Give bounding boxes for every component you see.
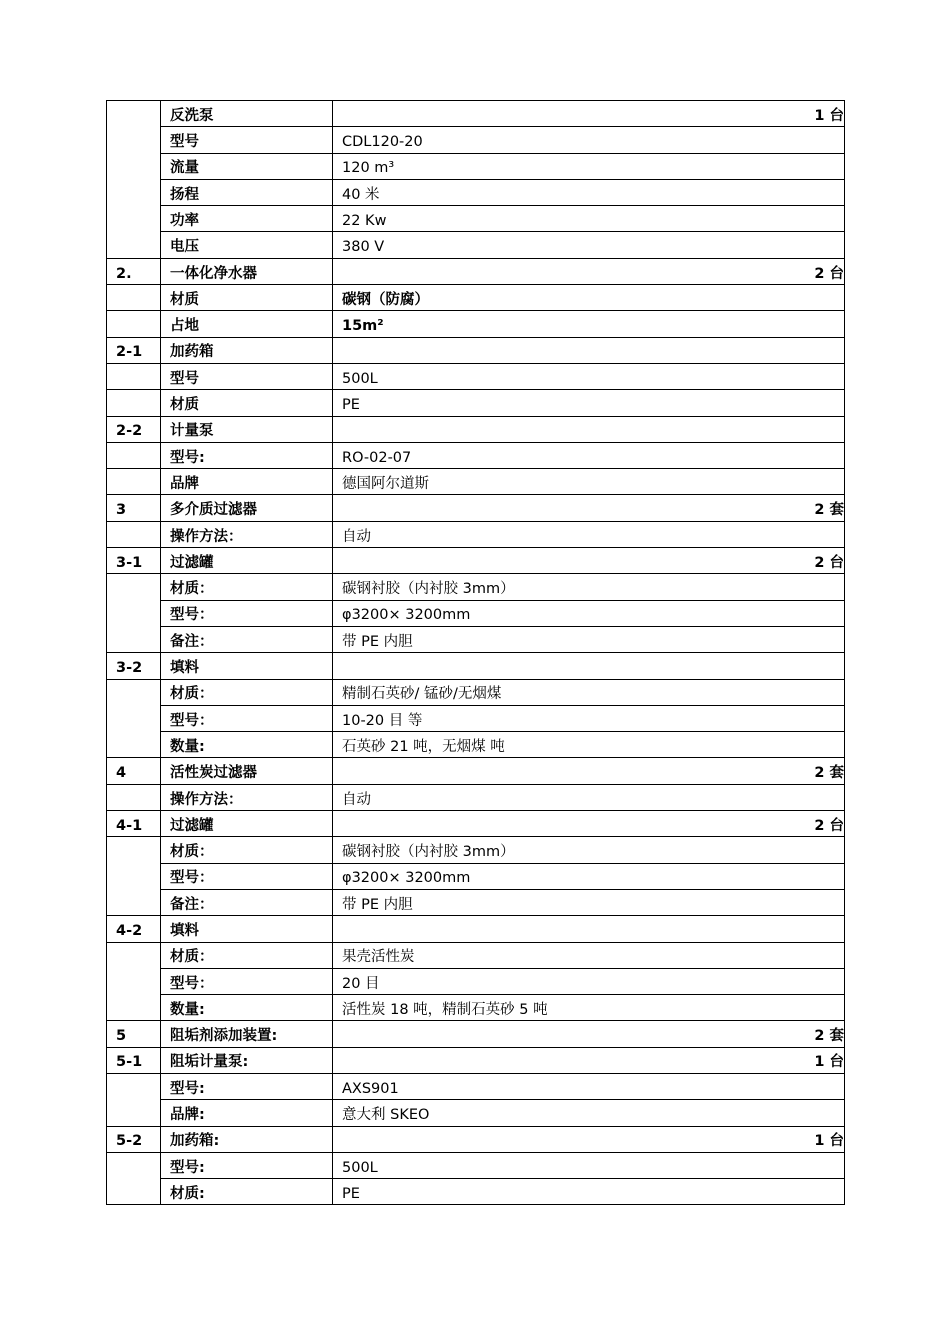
item-name: 品牌: bbox=[170, 1107, 205, 1124]
item-number: 4 bbox=[116, 765, 127, 782]
table-row bbox=[107, 258, 845, 284]
item-number: 5-2 bbox=[116, 1133, 143, 1150]
item-name-cell bbox=[161, 916, 333, 942]
item-name-cell bbox=[161, 179, 333, 205]
item-name: 型号： bbox=[170, 607, 214, 624]
value-cell bbox=[333, 889, 845, 915]
item-name-cell bbox=[161, 101, 333, 127]
item-name-cell bbox=[161, 889, 333, 915]
table-row bbox=[107, 1073, 845, 1099]
item-name-cell bbox=[161, 574, 333, 600]
item-name-cell bbox=[161, 469, 333, 495]
value-cell bbox=[333, 495, 845, 521]
table-row bbox=[107, 732, 845, 758]
item-name-cell bbox=[161, 837, 333, 863]
item-name: 过滤罐 bbox=[170, 817, 214, 834]
item-number-cell bbox=[107, 1073, 161, 1126]
item-number-cell bbox=[107, 837, 161, 916]
value-text: 碳钢衬胶（内衬胶 3mm） bbox=[342, 844, 515, 861]
item-name-cell bbox=[161, 1047, 333, 1073]
value-text: 碳钢（防腐） bbox=[342, 291, 429, 308]
item-name: 功率 bbox=[170, 212, 199, 229]
table-row bbox=[107, 1047, 845, 1073]
table-row bbox=[107, 653, 845, 679]
value-text: 果壳活性炭 bbox=[342, 949, 415, 966]
quantity: 2 台 bbox=[814, 817, 844, 834]
item-name: 流量 bbox=[170, 160, 199, 177]
table-row bbox=[107, 758, 845, 784]
item-number-cell bbox=[107, 758, 161, 784]
item-number-cell bbox=[107, 495, 161, 521]
item-name-cell bbox=[161, 705, 333, 731]
value-text: 精制石英砂/ 锰砂/无烟煤 bbox=[342, 686, 502, 703]
equipment-spec-table bbox=[106, 100, 845, 1205]
item-number: 3-1 bbox=[116, 554, 143, 571]
table-row bbox=[107, 1100, 845, 1126]
item-name-cell bbox=[161, 653, 333, 679]
item-name-cell bbox=[161, 863, 333, 889]
item-name: 型号： bbox=[170, 975, 214, 992]
value-text: 石英砂 21 吨，无烟煤 吨 bbox=[342, 738, 505, 755]
value-cell bbox=[333, 1152, 845, 1178]
table-row bbox=[107, 548, 845, 574]
value-text: CDL120-20 bbox=[342, 134, 423, 151]
value-text: φ3200× 3200mm bbox=[342, 607, 471, 624]
item-name-cell bbox=[161, 416, 333, 442]
item-name-cell bbox=[161, 548, 333, 574]
item-number: 3-2 bbox=[116, 660, 143, 677]
item-number-cell bbox=[107, 1152, 161, 1205]
table-row bbox=[107, 127, 845, 153]
item-name: 型号： bbox=[170, 870, 214, 887]
item-name: 反洗泵 bbox=[170, 107, 214, 124]
item-name-cell bbox=[161, 311, 333, 337]
value-text: PE bbox=[342, 1185, 360, 1202]
item-name: 材质： bbox=[170, 581, 214, 598]
value-text: 带 PE 内胆 bbox=[342, 633, 413, 650]
item-name: 型号 bbox=[170, 370, 199, 387]
item-number-cell bbox=[107, 469, 161, 495]
value-text: 380 V bbox=[342, 239, 385, 256]
value-cell bbox=[333, 442, 845, 468]
item-name: 型号: bbox=[170, 1159, 205, 1176]
value-cell bbox=[333, 1047, 845, 1073]
value-cell bbox=[333, 179, 845, 205]
item-name: 计量泵 bbox=[170, 423, 214, 440]
item-number: 3 bbox=[116, 502, 127, 519]
item-number-cell bbox=[107, 574, 161, 653]
item-name-cell bbox=[161, 206, 333, 232]
table-row bbox=[107, 811, 845, 837]
quantity: 1 台 bbox=[814, 107, 844, 124]
item-number-cell bbox=[107, 101, 161, 259]
item-name-cell bbox=[161, 1073, 333, 1099]
table-row bbox=[107, 101, 845, 127]
table-row bbox=[107, 232, 845, 258]
table-row bbox=[107, 626, 845, 652]
value-cell bbox=[333, 232, 845, 258]
table-row bbox=[107, 705, 845, 731]
quantity: 1 台 bbox=[814, 1054, 844, 1071]
value-text: 22 Kw bbox=[342, 212, 387, 229]
item-name: 占地 bbox=[170, 318, 199, 335]
table-row bbox=[107, 863, 845, 889]
item-name-cell bbox=[161, 232, 333, 258]
value-cell bbox=[333, 337, 845, 363]
item-name-cell bbox=[161, 968, 333, 994]
table-row bbox=[107, 521, 845, 547]
value-text: 15m² bbox=[342, 318, 384, 335]
value-cell bbox=[333, 732, 845, 758]
table-row bbox=[107, 784, 845, 810]
table-row bbox=[107, 416, 845, 442]
item-number: 4-2 bbox=[116, 923, 143, 939]
item-name: 备注： bbox=[170, 896, 214, 913]
value-text: RO-02-07 bbox=[342, 449, 412, 466]
value-cell bbox=[333, 1179, 845, 1205]
value-text: 500L bbox=[342, 370, 378, 387]
value-cell bbox=[333, 363, 845, 389]
value-cell bbox=[333, 942, 845, 968]
value-cell bbox=[333, 1126, 845, 1152]
item-name-cell bbox=[161, 1152, 333, 1178]
value-text: φ3200× 3200mm bbox=[342, 870, 471, 887]
value-cell bbox=[333, 416, 845, 442]
value-cell bbox=[333, 784, 845, 810]
item-number-cell bbox=[107, 337, 161, 363]
item-name-cell bbox=[161, 732, 333, 758]
table-row bbox=[107, 311, 845, 337]
item-name-cell bbox=[161, 942, 333, 968]
item-name-cell bbox=[161, 1021, 333, 1047]
item-name-cell bbox=[161, 363, 333, 389]
value-cell bbox=[333, 837, 845, 863]
table-row bbox=[107, 942, 845, 968]
value-text: 40 米 bbox=[342, 186, 380, 203]
table-row bbox=[107, 916, 845, 942]
item-name-cell bbox=[161, 995, 333, 1021]
value-cell bbox=[333, 1021, 845, 1047]
quantity: 2 台 bbox=[814, 265, 844, 282]
quantity: 2 台 bbox=[814, 554, 844, 571]
table-row bbox=[107, 390, 845, 416]
item-name-cell bbox=[161, 337, 333, 363]
value-cell bbox=[333, 521, 845, 547]
item-number-cell bbox=[107, 363, 161, 389]
value-cell bbox=[333, 968, 845, 994]
item-name: 品牌 bbox=[170, 475, 199, 492]
value-cell bbox=[333, 653, 845, 679]
value-cell bbox=[333, 863, 845, 889]
value-text: 碳钢衬胶（内衬胶 3mm） bbox=[342, 581, 515, 598]
item-name-cell bbox=[161, 1100, 333, 1126]
item-name: 阻垢计量泵: bbox=[170, 1054, 249, 1071]
value-cell bbox=[333, 311, 845, 337]
table-row bbox=[107, 469, 845, 495]
item-name-cell bbox=[161, 390, 333, 416]
item-number-cell bbox=[107, 942, 161, 1021]
item-name: 数量: bbox=[170, 738, 205, 755]
item-number-cell bbox=[107, 442, 161, 468]
item-number-cell bbox=[107, 416, 161, 442]
item-number: 2-2 bbox=[116, 423, 143, 440]
item-name: 备注： bbox=[170, 633, 214, 650]
table-row bbox=[107, 837, 845, 863]
value-text: 自动 bbox=[342, 791, 371, 808]
item-name: 型号: bbox=[170, 1080, 205, 1097]
item-name-cell bbox=[161, 811, 333, 837]
table-row bbox=[107, 1021, 845, 1047]
item-number-cell bbox=[107, 1021, 161, 1047]
value-cell bbox=[333, 995, 845, 1021]
quantity: 2 套 bbox=[814, 1028, 844, 1045]
item-name: 型号: bbox=[170, 449, 205, 466]
value-cell bbox=[333, 574, 845, 600]
item-name: 数量: bbox=[170, 1001, 205, 1018]
item-name: 加药箱 bbox=[170, 344, 214, 361]
item-name: 扬程 bbox=[170, 186, 199, 203]
item-name-cell bbox=[161, 127, 333, 153]
value-cell bbox=[333, 679, 845, 705]
quantity: 2 套 bbox=[814, 765, 844, 782]
item-number-cell bbox=[107, 390, 161, 416]
table-row bbox=[107, 889, 845, 915]
item-name: 过滤罐 bbox=[170, 554, 214, 571]
value-cell bbox=[333, 916, 845, 942]
item-name-cell bbox=[161, 1126, 333, 1152]
table-row bbox=[107, 179, 845, 205]
table-row bbox=[107, 495, 845, 521]
value-cell bbox=[333, 1073, 845, 1099]
item-number-cell bbox=[107, 548, 161, 574]
value-text: 10-20 目 等 bbox=[342, 712, 423, 729]
value-cell bbox=[333, 548, 845, 574]
item-number: 5 bbox=[116, 1028, 127, 1045]
table-row bbox=[107, 600, 845, 626]
value-text: 意大利 SKEO bbox=[342, 1107, 430, 1124]
item-name-cell bbox=[161, 679, 333, 705]
value-text: 500L bbox=[342, 1159, 378, 1176]
value-text: 德国阿尔道斯 bbox=[342, 475, 429, 492]
value-text: AXS901 bbox=[342, 1080, 399, 1097]
item-number-cell bbox=[107, 653, 161, 679]
table-row bbox=[107, 285, 845, 311]
item-name-cell bbox=[161, 758, 333, 784]
quantity: 2 套 bbox=[814, 502, 844, 519]
item-name-cell bbox=[161, 153, 333, 179]
item-name-cell bbox=[161, 784, 333, 810]
item-number-cell bbox=[107, 521, 161, 547]
value-cell bbox=[333, 206, 845, 232]
value-cell bbox=[333, 600, 845, 626]
item-name-cell bbox=[161, 521, 333, 547]
value-cell bbox=[333, 127, 845, 153]
value-cell bbox=[333, 285, 845, 311]
table-row bbox=[107, 968, 845, 994]
item-name: 填料 bbox=[170, 923, 199, 939]
item-name: 多介质过滤器 bbox=[170, 502, 257, 519]
item-name: 型号： bbox=[170, 712, 214, 729]
item-name: 材质： bbox=[170, 949, 214, 966]
item-number: 5-1 bbox=[116, 1054, 143, 1071]
item-number: 2. bbox=[116, 265, 132, 282]
item-name: 阻垢剂添加装置: bbox=[170, 1028, 278, 1045]
item-name: 一体化净水器 bbox=[170, 265, 257, 282]
item-name-cell bbox=[161, 495, 333, 521]
table-row bbox=[107, 1152, 845, 1178]
item-name: 材质： bbox=[170, 686, 214, 703]
value-text: 自动 bbox=[342, 528, 371, 545]
item-name: 型号 bbox=[170, 134, 199, 151]
item-name: 填料 bbox=[170, 660, 199, 677]
item-number-cell bbox=[107, 285, 161, 311]
table-row bbox=[107, 679, 845, 705]
table-row bbox=[107, 206, 845, 232]
value-text: 120 m³ bbox=[342, 160, 395, 177]
item-number: 2-1 bbox=[116, 344, 143, 361]
item-name: 加药箱: bbox=[170, 1133, 220, 1150]
table-row bbox=[107, 337, 845, 363]
item-number-cell bbox=[107, 679, 161, 758]
value-cell bbox=[333, 258, 845, 284]
item-name-cell bbox=[161, 626, 333, 652]
value-cell bbox=[333, 153, 845, 179]
item-name-cell bbox=[161, 442, 333, 468]
value-text: 20 目 bbox=[342, 975, 380, 992]
table-row bbox=[107, 363, 845, 389]
item-number: 4-1 bbox=[116, 817, 143, 834]
value-cell bbox=[333, 101, 845, 127]
value-cell bbox=[333, 626, 845, 652]
item-number-cell bbox=[107, 1047, 161, 1073]
quantity: 1 台 bbox=[814, 1133, 844, 1150]
value-cell bbox=[333, 390, 845, 416]
item-name-cell bbox=[161, 1179, 333, 1205]
value-cell bbox=[333, 1100, 845, 1126]
value-text: PE bbox=[342, 397, 360, 414]
item-name: 操作方法： bbox=[170, 791, 243, 808]
table-row bbox=[107, 153, 845, 179]
table-row bbox=[107, 1126, 845, 1152]
item-number-cell bbox=[107, 311, 161, 337]
table-row bbox=[107, 574, 845, 600]
item-name: 材质： bbox=[170, 844, 214, 861]
item-name: 电压 bbox=[170, 239, 199, 256]
item-number-cell bbox=[107, 784, 161, 810]
item-name-cell bbox=[161, 258, 333, 284]
value-cell bbox=[333, 758, 845, 784]
value-text: 活性炭 18 吨，精制石英砂 5 吨 bbox=[342, 1001, 548, 1018]
item-name: 材质 bbox=[170, 397, 199, 414]
value-text: 带 PE 内胆 bbox=[342, 896, 413, 913]
value-cell bbox=[333, 705, 845, 731]
table-row bbox=[107, 442, 845, 468]
item-name: 材质 bbox=[170, 291, 199, 308]
item-name: 材质: bbox=[170, 1185, 205, 1202]
item-number-cell bbox=[107, 1126, 161, 1152]
item-name-cell bbox=[161, 600, 333, 626]
item-name: 活性炭过滤器 bbox=[170, 765, 257, 782]
value-cell bbox=[333, 469, 845, 495]
table-row bbox=[107, 1179, 845, 1205]
item-name-cell bbox=[161, 285, 333, 311]
item-number-cell bbox=[107, 811, 161, 837]
item-number-cell bbox=[107, 916, 161, 942]
value-cell bbox=[333, 811, 845, 837]
item-number-cell bbox=[107, 258, 161, 284]
table-row bbox=[107, 995, 845, 1021]
item-name: 操作方法： bbox=[170, 528, 243, 545]
